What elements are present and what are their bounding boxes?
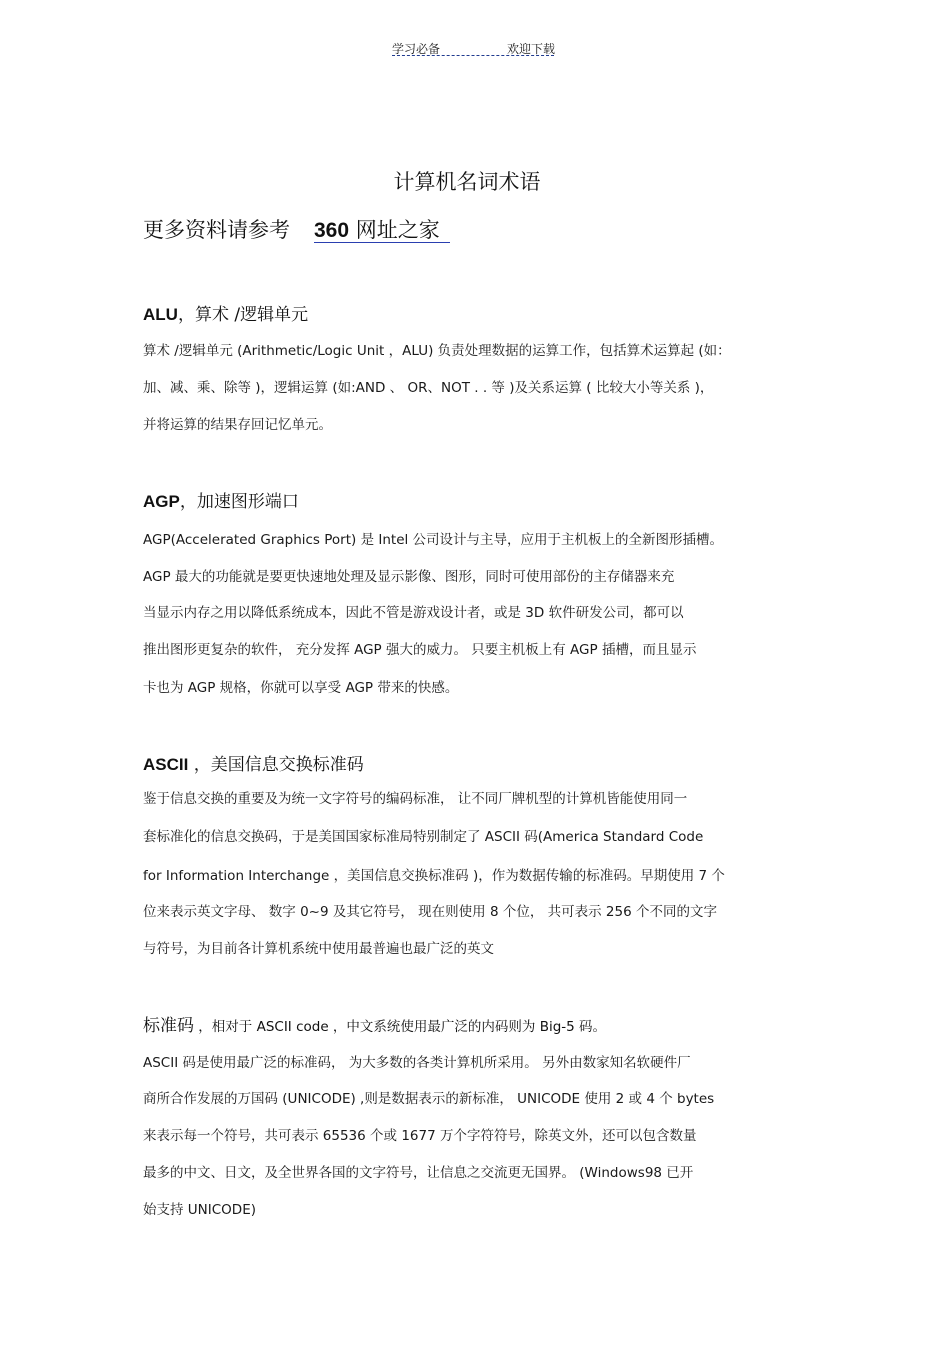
section-desc: ，美国信息交换标准码	[188, 755, 364, 775]
paragraph-line: AGP(Accelerated Graphics Port) 是 Intel 公司设计与主导，应用于主机板上的全新图形插槽。	[143, 532, 724, 548]
header-left: 学习必备	[392, 42, 441, 56]
reference-prefix: 更多资料请参考	[143, 218, 290, 242]
section-desc: ，相对于 ASCII code ，中文系统使用最广泛的内码则为 Big-5 码。	[194, 1019, 607, 1035]
reference-site-number: 360	[314, 219, 350, 242]
header-rule	[392, 55, 554, 56]
paragraph-line: 套标准化的信息交换码，于是美国国家标准局特别制定了 ASCII 码(America Standard Code	[143, 829, 704, 845]
paragraph-line: 当显示内存之用以降低系统成本，因此不管是游戏设计者，或是 3D 软件研发公司，都可以	[143, 605, 684, 621]
page-title: 计算机名词术语	[393, 170, 541, 194]
section-heading-alu	[143, 300, 308, 325]
section-heading-standard-code	[143, 1011, 606, 1036]
paragraph-line: 始支持 UNICODE)	[143, 1202, 256, 1218]
paragraph-line: for Information Interchange ，美国信息交换标准码 )，作为数据传输的标准码。早期使用 7 个	[143, 868, 725, 884]
paragraph-line: 推出图形更复杂的软件， 充分发挥 AGP 强大的威力。 只要主机板上有 AGP 插槽，而且显示	[143, 642, 697, 658]
paragraph-line: AGP 最大的功能就是要更快速地处理及显示影像、图形，同时可使用部份的主存储器来充	[143, 569, 675, 585]
page-header	[0, 40, 950, 60]
paragraph-line: 位来表示英文字母、 数字 0~9 及其它符号， 现在则使用 8 个位， 共可表示 256 个不同的文字	[143, 904, 717, 920]
section-heading-ascii	[143, 750, 364, 775]
reference-site-name: 网址之家	[349, 218, 440, 242]
section-term: 标准码	[143, 1016, 194, 1036]
header-right: 欢迎下载	[507, 42, 556, 56]
section-term: ASCII	[143, 755, 189, 774]
section-term: ALU	[143, 305, 178, 324]
paragraph-line: ASCII 码是使用最广泛的标准码， 为大多数的各类计算机所采用。 另外由数家知名软硬件厂	[143, 1055, 691, 1071]
paragraph-line: 鉴于信息交换的重要及为统一文字符号的编码标准， 让不同厂牌机型的计算机皆能使用同一	[143, 791, 688, 807]
reference-site-link[interactable]	[314, 218, 450, 243]
paragraph-line: 来表示每一个符号，共可表示 65536 个或 1677 万个字符符号，除英文外，还可以包含数量	[143, 1128, 697, 1144]
paragraph-line: 加、减、乘、除等 )，逻辑运算 (如:AND 、 OR、NOT . . 等 )及关系运算 ( 比较大小等关系 )，	[143, 380, 714, 396]
section-heading-agp	[143, 487, 299, 512]
reference-line	[143, 214, 450, 244]
paragraph-line: 算术 /逻辑单元 (Arithmetic/Logic Unit ，ALU) 负责处理数据的运算工作，包括算术运算起 (如：	[143, 343, 731, 359]
paragraph-line: 并将运算的结果存回记忆单元。	[143, 417, 332, 433]
paragraph-line: 最多的中文、日文，及全世界各国的文字符号，让信息之交流更无国界。 (Windows98 已开	[143, 1165, 694, 1181]
section-desc: ，算术 /逻辑单元	[177, 305, 309, 325]
paragraph-line: 与符号，为目前各计算机系统中使用最普遍也最广泛的英文	[143, 941, 494, 957]
paragraph-line: 商所合作发展的万国码 (UNICODE) ,则是数据表示的新标准， UNICODE 使用 2 或 4 个 bytes	[143, 1091, 715, 1107]
section-desc: ，加速图形端口	[179, 492, 299, 512]
section-term: AGP	[143, 492, 180, 511]
paragraph-line: 卡也为 AGP 规格，你就可以享受 AGP 带来的快感。	[143, 680, 459, 696]
